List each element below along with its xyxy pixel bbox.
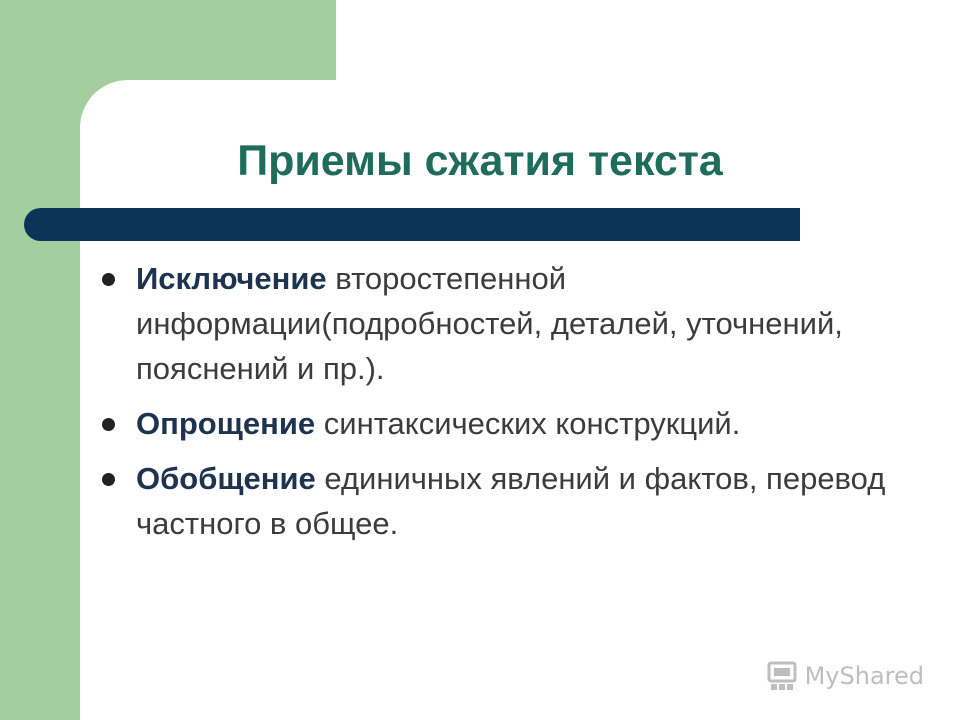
bullet-dot-icon (102, 473, 115, 486)
bullet-text: единичных явлений и фактов, перевод частного в общее. (136, 461, 886, 541)
watermark-text: MyShared (804, 662, 924, 690)
bullet-item-exclusion (100, 256, 900, 391)
bullet-dot-icon (102, 273, 115, 286)
bullet-term: Опрощение (136, 406, 316, 441)
bullet-text: синтаксических конструкций. (315, 406, 741, 441)
bullet-term: Исключение (136, 261, 327, 296)
watermark (765, 656, 924, 696)
title-underline-bar (24, 208, 800, 241)
slide-title: Приемы сжатия текста (237, 137, 723, 185)
bullet-dot-icon (102, 418, 115, 431)
bullet-item-generalization (100, 456, 900, 546)
bullet-list (100, 256, 900, 556)
bullet-text: второстепенной информации(подробностей, деталей, уточнений, пояснений и пр.). (136, 261, 843, 386)
bullet-item-simplification (100, 401, 900, 446)
classroom-board-icon (765, 659, 799, 693)
bullet-term: Обобщение (136, 461, 316, 496)
